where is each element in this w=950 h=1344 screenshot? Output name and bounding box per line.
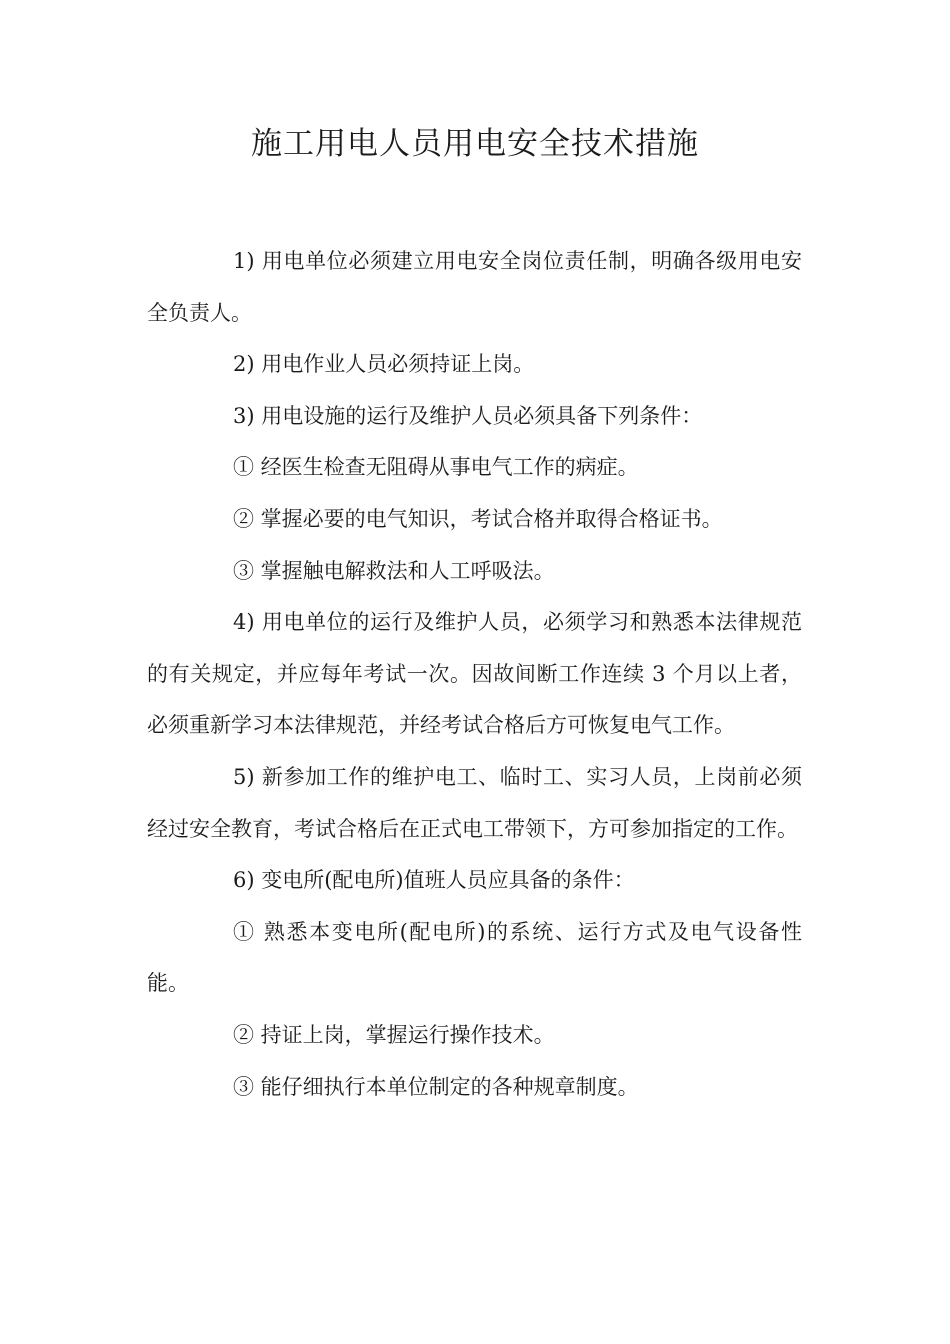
paragraph-6-item-3: ③ 能仔细执行本单位制定的各种规章制度。 (233, 1074, 639, 1099)
paragraph-3-item-3: ③ 掌握触电解救法和人工呼吸法。 (233, 558, 555, 583)
paragraph-3: 3) 用电设施的运行及维护人员必须具备下列条件： (233, 403, 703, 428)
paragraph-1: 1) 用电单位必须建立用电安全岗位责任制，明确各级用电安全负责人。 (147, 249, 802, 325)
paragraph-2: 2) 用电作业人员必须持证上岗。 (233, 352, 535, 377)
paragraph-6: 6) 变电所(配电所)值班人员应具备的条件： (233, 868, 635, 893)
paragraph-3-item-1: ① 经医生检查无阻碍从事电气工作的病症。 (233, 455, 639, 480)
paragraph-3-item-2: ② 掌握必要的电气知识，考试合格并取得合格证书。 (233, 506, 723, 531)
paragraph-4: 4) 用电单位的运行及维护人员，必须学习和熟悉本法律规范的有关规定，并应每年考试一次。因故间断工作连续 3 个月以上者，必须重新学习本法律规范，并经考试合格后方可恢复电气工作。 (147, 610, 802, 738)
paragraph-5: 5) 新参加工作的维护电工、临时工、实习人员，上岗前必须经过安全教育，考试合格后在正式电工带领下，方可参加指定的工作。 (147, 764, 802, 841)
paragraph-6-item-2: ② 持证上岗，掌握运行操作技术。 (233, 1022, 555, 1047)
paragraph-6-item-1: ① 熟悉本变电所(配电所)的系统、运行方式及电气设备性能。 (147, 919, 802, 996)
document-body (147, 236, 802, 1113)
document-title: 施工用电人员用电安全技术措施 (251, 126, 699, 162)
